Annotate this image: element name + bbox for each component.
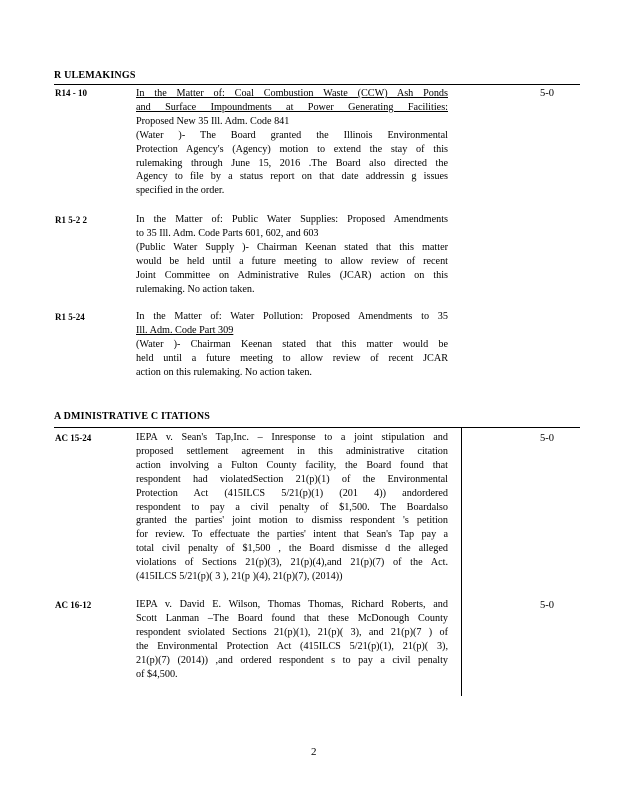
case-body-line: action involving a Fulton County facility, the Board found that: [136, 459, 448, 471]
case-body-line: 21(p)(7) (2014)) ,and ordered respondent s to pay a civil penalty: [136, 654, 448, 666]
vote-count: 5-0: [540, 600, 554, 611]
case-body-line: the Environmental Protection Act (415ILCS 5/21(p)(1), 21(p)( 3),: [136, 640, 448, 652]
case-body-line: In the Matter of: Water Pollution: Proposed Amendments to 35: [136, 311, 448, 322]
case-body-line: Protection Act (415ILCS 5/21(p)(1) (201 4)) andordered: [136, 487, 448, 499]
case-body-line: violations of Sections 21(p)(3), 21(p)(4),and 21(p)(7) of the Act.: [136, 557, 448, 569]
column-divider: [461, 428, 462, 696]
case-body-line: (Water )- The Board granted the Illinois Environmental: [136, 129, 448, 141]
case-body-line: granted the parties' joint motion to dismiss respondent 's petition: [136, 515, 448, 527]
case-body-line: (Water )- Chairman Keenan stated that this matter would be: [136, 338, 448, 350]
case-body-line: Proposed New 35 Ill. Adm. Code 841: [136, 115, 290, 127]
case-body-line: held until a future meeting to allow review of recent JCAR: [136, 352, 448, 364]
case-body-line: respondent had violatedSection 21(p)(1) of the Environmental: [136, 473, 448, 485]
case-body-line: In the Matter of: Public Water Supplies: Proposed Amendments: [136, 214, 448, 225]
case-description: [136, 310, 448, 380]
case-description: [136, 598, 448, 681]
case-body-line: respondent to pay a civil penalty of $1,500. The Boardalso: [136, 501, 448, 513]
section-heading-citations: A DMINISTRATIVE C ITATIONS: [54, 411, 211, 422]
case-title-line: and Surface Impoundments at Power Generating Facilities:: [136, 101, 448, 113]
case-body-line: Protection Agency's (Agency) motion to extend the stay of this: [136, 143, 448, 155]
case-description: [136, 213, 448, 296]
case-body-line: IEPA v. Sean's Tap,Inc. – Inresponse to a joint stipulation and: [136, 432, 448, 443]
section-rule: [54, 427, 580, 428]
vote-count: 5-0: [540, 433, 554, 444]
case-body-line: for review. To effectuate the parties' intent that Sean's Tap pay a: [136, 529, 448, 541]
case-body-line: specified in the order.: [136, 185, 225, 197]
case-number: AC 15-24: [55, 433, 92, 443]
case-number: R1 5-2 2: [55, 215, 87, 225]
case-description: [136, 431, 448, 584]
section-rule: [54, 84, 580, 85]
case-body-line: total civil penalty of $1,500 , the Board dismisse d the alleged: [136, 543, 448, 555]
case-body-line: respondent sviolated Sections 21(p)(1), 21(p)( 3), and 21(p)(7 ) of: [136, 626, 448, 638]
case-body-line: to 35 Ill. Adm. Code Parts 601, 602, and 603: [136, 227, 319, 239]
case-description: [136, 87, 448, 198]
case-body-line: [136, 324, 448, 338]
case-body-line: Agency to file by a status report on that date addressin g issues: [136, 171, 448, 183]
case-body-line: Joint Committee on Administrative Rules (JCAR) action on this: [136, 269, 448, 281]
case-body-line: rulemaking. No action taken.: [136, 283, 255, 295]
vote-count: 5-0: [540, 88, 554, 99]
case-number: R1 5-24: [55, 312, 85, 322]
section-heading-rulemakings: R ULEMAKINGS: [54, 70, 136, 81]
case-citation-underlined: Ill. Adm. Code Part 309: [136, 324, 234, 336]
case-body-line: (415ILCS 5/21(p)( 3 ), 21(p )(4), 21(p)(7), (2014)): [136, 571, 343, 583]
case-body-line: (Public Water Supply )- Chairman Keenan stated that this matter: [136, 241, 448, 253]
case-body-line: Scott Lanman –The Board found that these McDonough County: [136, 612, 448, 624]
case-body-line: would be held until a future meeting to allow review of recent: [136, 255, 448, 267]
case-number: AC 16-12: [55, 600, 92, 610]
page-number: 2: [311, 746, 317, 758]
case-title-line: In the Matter of: Coal Combustion Waste (CCW) Ash Ponds: [136, 88, 448, 99]
case-body-line: proposed settlement agreement in this administrative citation: [136, 445, 448, 457]
case-body-line: IEPA v. David E. Wilson, Thomas Thomas, Richard Roberts, and: [136, 599, 448, 610]
case-body-line: action on this rulemaking. No action taken.: [136, 366, 312, 378]
case-body-line: of $4,500.: [136, 668, 178, 680]
case-number: R14 - 10: [55, 88, 87, 98]
case-body-line: rulemaking through June 15, 2016 .The Board also directed the: [136, 157, 448, 169]
